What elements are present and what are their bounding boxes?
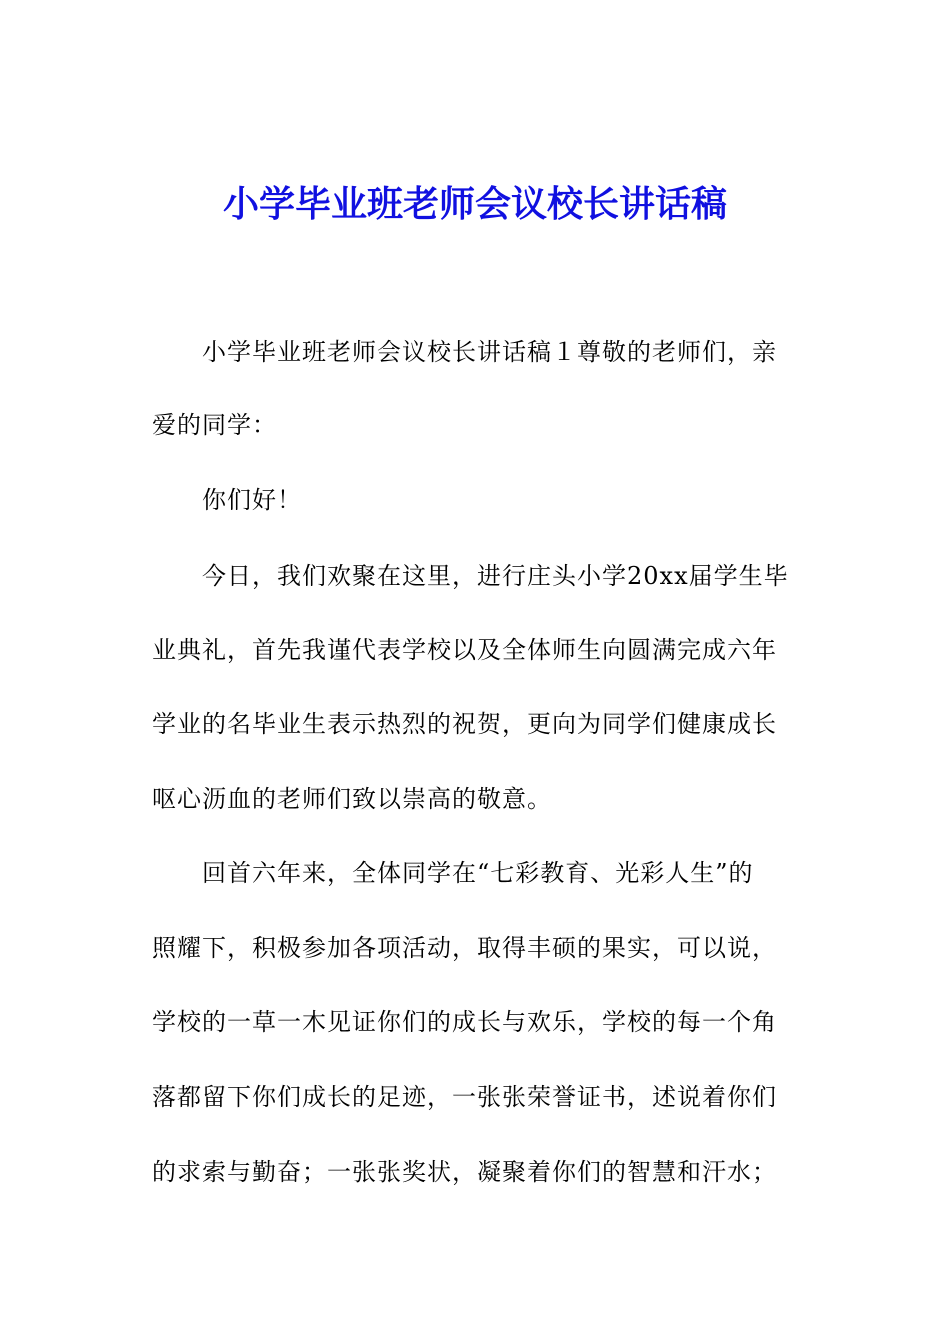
- paragraph-1-line-1: 小学毕业班老师会议校长讲话稿１尊敬的老师们，亲: [202, 338, 777, 366]
- document-title: 小学毕业班老师会议校长讲话稿: [222, 183, 727, 225]
- paragraph-4-line-1: 回首六年来，全体同学在“七彩教育、光彩人生”的: [202, 859, 754, 887]
- paragraph-4-line-4: 落都留下你们成长的足迹，一张张荣誉证书，述说着你们: [152, 1083, 777, 1111]
- paragraph-4-line-2: 照耀下，积极参加各项活动，取得丰硕的果实，可以说，: [152, 934, 777, 962]
- paragraph-3-line-1: 今日，我们欢聚在这里，进行庄头小学20xx届学生毕: [202, 562, 789, 590]
- paragraph-3-line-4: 呕心沥血的老师们致以崇高的敬意。: [152, 785, 552, 813]
- paragraph-1-line-2: 爱的同学：: [152, 411, 277, 439]
- paragraph-2-line-1: 你们好！: [202, 486, 302, 514]
- paragraph-3-line-3: 学业的名毕业生表示热烈的祝贺，更向为同学们健康成长: [152, 710, 777, 738]
- paragraph-3-line-2: 业典礼，首先我谨代表学校以及全体师生向圆满完成六年: [152, 636, 777, 664]
- paragraph-4-line-5: 的求索与勤奋；一张张奖状，凝聚着你们的智慧和汗水；: [152, 1158, 777, 1186]
- paragraph-4-line-3: 学校的一草一木见证你们的成长与欢乐，学校的每一个角: [152, 1008, 777, 1036]
